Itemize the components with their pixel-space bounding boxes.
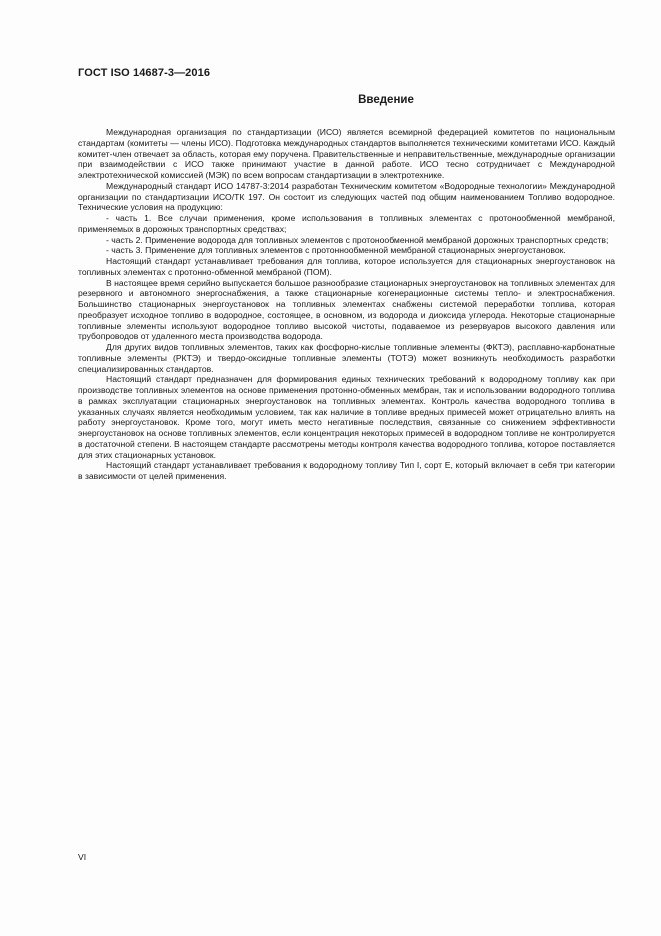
- document-header: ГОСТ ISO 14687-3—2016: [78, 67, 211, 79]
- list-item: - часть 2. Применение водорода для топливных элементов с протонообменной мембраной дорожных транспортных средств;: [106, 234, 609, 245]
- list-item: - часть 3. Применение для топливных элементов с протоннообменной мембраной стационарных энергоустановок.: [106, 245, 566, 256]
- paragraph: Настоящий стандарт предназначен для формирования единых технических требований к водородному топливу как при производстве топливных элементов на основе применения протонно-обменных мембран, так и использовании водородного топлива в рамках эксплуатации стационарных энергоустановок на топливных элементах. Контроль качества водородного топлива в указанных случаях является необходимым условием, так как наличие в топливе вредных примесей может отрицательно влиять на работу энергоустановок. Кроме того, могут иметь место негативные последствия, связанные со снижением эффективности энергоустановок на основе топливных элементов, если концентрация некоторых примесей в водородном топливе не контролируется в достаточной степени. В настоящем стандарте рассмотрены методы контроля качества водородного топлива, которое поставляется для этих стационарных установок.: [78, 374, 615, 460]
- paragraph: Международный стандарт ИСО 14787-3:2014 разработан Техническим комитетом «Водородные технологии» Международной организации по стандартизации ИСО/ТК 197. Он состоит из следующих частей под общим наименованием Топливо водородное. Технические условия на продукцию:: [78, 180, 615, 213]
- paragraph: Международная организация по стандартизации (ИСО) является всемирной федерацией комитетов по национальным стандартам (комитеты — члены ИСО). Подготовка международных стандартов выполняется техническими комитетами ИСО. Каждый комитет-член отвечает за область, которая ему поручена. Правительственные и неправительственные, международные организации при взаимодействии с ИСО также принимают участие в данной работе. ИСО тесно сотрудничает с Международной электротехнической комиссией (МЭК) по всем вопросам стандартизации в электротехнике.: [78, 127, 615, 180]
- paragraph: Настоящий стандарт устанавливает требования для топлива, которое используется для стационарных энергоустановок на топливных элементах с протонно-обменной мембраной (ПОМ).: [78, 256, 615, 277]
- paragraph: Для других видов топливных элементов, таких как фосфорно-кислые топливные элементы (ФКТЭ), расплавно-карбонатные топливные элементы (РКТЭ) и твердо-оксидные топливные элементы (ТОТЭ) может возникнуть необходимость разработки специализированных стандартов.: [78, 342, 615, 374]
- paragraph: В настоящее время серийно выпускается большое разнообразие стационарных энергоустановок на топливных элементах для резервного и автономного энергоснабжения, а также стационарные когенерационные системы тепло- и электроснабжения. Большинство стационарных энергоустановок на топливных элементах снабжены системой переработки топлива, которая преобразует исходное топливо в водородное, состоящее, в основном, из водорода и диоксида углерода. Некоторые стационарные топливные элементы используют водородное топливо высокой чистоты, подаваемое из резервуаров высокого давления или трубопроводов от удаленного места производства водорода.: [78, 277, 615, 342]
- section-title: Введение: [358, 94, 414, 106]
- paragraph: Настоящий стандарт устанавливает требования к водородному топливу Тип I, сорт E, который включает в себя три категории в зависимости от целей применения.: [78, 460, 615, 481]
- list-item: - часть 1. Все случаи применения, кроме использования в топливных элементах с протонообменной мембраной, применяемых в дорожных транспортных средствах;: [78, 213, 615, 234]
- body-text: [78, 127, 615, 482]
- page-number: VI: [78, 852, 87, 862]
